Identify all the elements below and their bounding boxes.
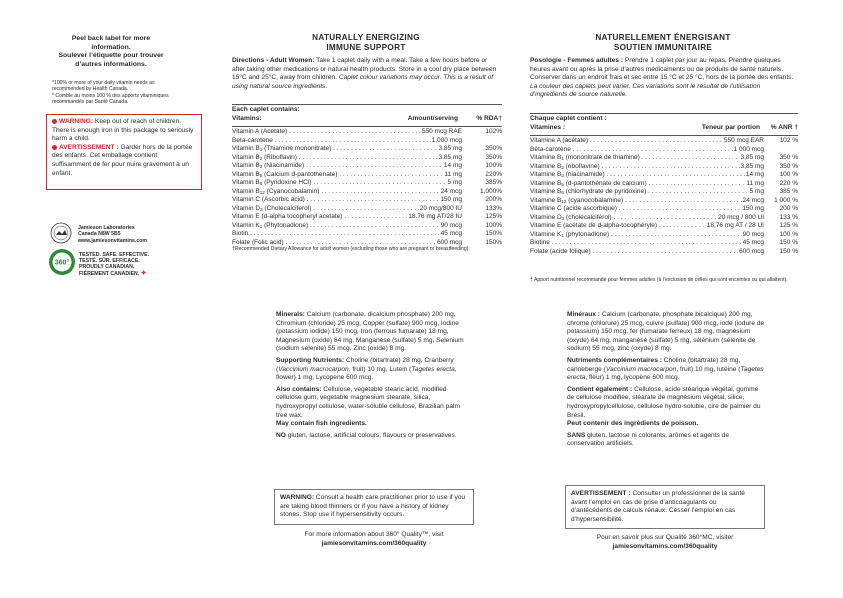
vitamin-row <box>530 137 798 146</box>
fr-more-info: Pour en savoir plus sur Qualité 360°MC, visiter jamiesonvitamins.com/360quality <box>565 534 765 551</box>
vitamin-rda: 385 % <box>779 188 798 195</box>
vitamin-row <box>232 171 502 180</box>
vitamin-row <box>530 163 798 172</box>
fr-directions: Posologie - Femmes adultes : Prendre 1 caplet par jour au repas. Prendre quelques heures avant ou après la prise d’autres médicaments ou de produits de santé naturels. Conserver dans un endroit frais et sec entre 15 °C et 25 °C, hors de la portée des enfants. La couleur des caplets peut varier. Ces variations sont le résultat de l’utilisation d’ingrédients de source naturelle. <box>530 57 794 99</box>
vitamin-row <box>232 230 502 239</box>
vitamin-row <box>232 196 502 205</box>
vitamin-name: Folate (acide folique) . . . <box>530 248 738 257</box>
vitamin-rda: 150% <box>485 230 502 237</box>
en-title: NATURALLY ENERGIZING IMMUNE SUPPORT <box>312 33 420 52</box>
quality-360-logo-icon <box>48 248 76 276</box>
vitamin-rda: 102% <box>485 128 502 135</box>
en-directions: Directions - Adult Women: Take 1 caplet daily with a meal. Take a few hours before or after taking other medications or natural health products. Store in a cool dry place between 15°C and 25°C, away from children. Caplet colour variations may occur. This is a result of using natural source ingredients. <box>232 57 497 90</box>
vitamin-amount: 3.85 mg <box>438 145 462 152</box>
vitamin-rda: 133 % <box>779 213 798 221</box>
vitamin-name: Beta-carotene . . . <box>232 137 431 146</box>
svg-text:360°: 360° <box>54 259 70 267</box>
vitamin-amount: 90 mcg <box>742 230 764 238</box>
vitamin-name: Vitamine A (acétate) . . . <box>530 137 723 146</box>
vitamin-amount: 24 mcg <box>742 196 764 204</box>
vitamin-name: Vitamin C (Ascorbic acid) . . . <box>232 196 439 205</box>
vitamin-amount: 1 000 mcg <box>733 145 764 153</box>
vitamin-row <box>530 154 798 163</box>
fr-url-link[interactable]: jamiesonvitamins.com/360quality <box>612 542 718 550</box>
vitamin-row <box>530 171 798 180</box>
vitamin-amount: 550 mcg EAR <box>723 137 764 144</box>
en-each-caplet: Each caplet contains: Vitamins: Amount/serving % RDA† <box>232 106 502 122</box>
vitamin-name: Vitamine $B_2$ (riboflavine) . . . <box>530 163 740 172</box>
vitamin-amount: 5 mg <box>447 179 462 186</box>
vitamin-rda: 100% <box>485 162 502 169</box>
company-seal-icon <box>50 222 72 244</box>
en-url-link[interactable]: jamiesonvitamins.com/360quality <box>321 539 427 547</box>
vitamin-amount: 20 mcg / 800 UI <box>718 213 764 221</box>
vitamin-amount: 3,85 mg <box>740 162 764 170</box>
vitamin-name: Vitamine $B_5$ (d-pantothénate de calcium) . . . <box>530 180 745 189</box>
vitamin-rda: 133% <box>485 204 502 212</box>
vitamin-name: Vitamin $B_1$ (Thiamine mononitrate) . . . <box>232 145 438 154</box>
warning-dot-icon <box>52 145 57 150</box>
vitamin-rda: 102 % <box>779 137 798 144</box>
daily-value-note: *100% or more of your daily vitamin needs as recommended by Health Canada. * Comble au moins 100 % des apports vitaminiques recommandés par Santé Canada. <box>52 80 169 106</box>
vitamin-name: Vitamin $B_5$ (Calcium d-pantothenate) . . . <box>232 171 443 180</box>
company-address: Jamieson Laboratories Canada N8W 5B5 www.jamiesonvitamins.com <box>78 225 147 244</box>
vitamin-name: Vitamin $D_3$ (Cholecalciferol) . . . <box>232 205 419 214</box>
vitamin-rda: 100 % <box>779 171 798 178</box>
vitamin-rda <box>462 137 502 146</box>
vitamin-row <box>232 222 502 231</box>
vitamin-rda: 1 000 % <box>774 196 798 204</box>
vitamin-row <box>530 146 798 155</box>
vitamin-row <box>530 248 798 257</box>
vitamin-name: Biotine . . . <box>530 239 742 248</box>
vitamin-amount: 3.85 mg <box>438 153 462 161</box>
vitamin-amount: 1,000 mcg <box>431 136 462 144</box>
tagline: TESTED. SAFE. EFFECTIVE. TESTÉ. SÛR. EFFICACE. PROUDLY CANADIAN. FIÈREMENT CANADIEN. ✦ <box>79 252 150 277</box>
vitamin-row <box>530 205 798 214</box>
vitamin-rda <box>764 146 798 155</box>
vitamin-name: Folate (Folic acid) . . . <box>232 239 436 248</box>
vitamin-name: Vitamin E (d-alpha tocopheryl acetate) . . . <box>232 213 407 222</box>
en-vitamin-table <box>232 126 502 247</box>
fr-ingredients: Minéraux : Calcium (carbonate, phosphate bicalcique) 200 mg, chrome (chlorure) 25 mcg, cuivre (sulfate) 900 mcg, iode (iodure de potassium) 150 mcg, fer (fumarate ferreux) 18 mg, magnésium (oxyde) 64 mg, manganèse (sulfate) 5 mg, sélénium (sélénite de sodium) 55 mcg, zinc (oxyde) 8 mg. Nutriments complémentaires : Choline (bitartrate) 28 mg, canneberge (Vaccinium macrocarpon, fruit) 10 mg, lutéine (Tagetes erecta, fleur) 1 mg, lycopène 600 mcg. Contient également : Cellulose, acide stéarique végétal, gomme de cellulose modifiée, stéarate de magnésium végétal, silice, hydroxypropylcellulose, cellulose hydro-soluble, cire de palmier du Brésil. Peut contenir des ingrédients de poisson. SANS gluten, lactose ni colorants, arômes et agents de conservation artificiels. <box>567 311 765 448</box>
vitamin-amount: 5 mg <box>749 188 764 195</box>
en-footnote: †Recommended Dietary Allowance for adult women (excluding those who are pregnant or breastfeeding). <box>232 246 470 252</box>
vitamin-name: Vitamin $B_6$ (Pyridoxine HCl) . . . <box>232 179 447 188</box>
vitamin-amount: 45 mcg <box>742 239 764 246</box>
vitamin-row <box>232 145 502 154</box>
vitamin-rda: 125% <box>485 213 502 220</box>
vitamin-amount: 3,85 mg <box>740 154 764 161</box>
vitamin-rda: 220% <box>485 170 502 178</box>
vitamin-rda: 350 % <box>779 154 798 161</box>
vitamin-row <box>232 188 502 197</box>
vitamin-rda: 125 % <box>779 222 798 229</box>
vitamin-rda: 220 % <box>779 179 798 187</box>
vitamin-rda: 100% <box>485 221 502 229</box>
en-ingredients: Minerals: Calcium (carbonate, dicalcium phosphate) 200 mg, Chromium (chloride) 25 mcg, Copper (sulfate) 900 mcg, Iodine (potassium iodide) 150 mcg, Iron (ferrous fumarate) 18 mg, Magnesium (oxide) 64 mg, Manganese (sulfate) 5 mg, Selenium (sodium selenite) 55 mcg, Zinc (oxide) 8 mg. Supporting Nutrients: Choline (bitartrate) 28 mg, Cranberry (Vaccinium macrocarpon, fruit) 10 mg, Lutein (Tagetes erecta, flower) 1 mg, Lycopene 600 mcg. Also contains: Cellulose, vegetable stearic acid, modified cellulose gum, vegetable magnesium stearate, silica, hydroxypropyl cellulose, water-soluble cellulose, Brazilian palm tree wax. May contain fish ingredients. NO gluten, lactose, artificial colours, flavours or preservatives. <box>276 311 464 439</box>
vitamin-name: Vitamine $D_3$ (cholécalciférol) . . . <box>530 214 717 223</box>
warning-dot-icon <box>52 119 57 124</box>
vitamin-row <box>232 205 502 214</box>
vitamin-row <box>530 180 798 189</box>
vitamin-name: Vitamine $B_3$ (niacinamide) . . . <box>530 171 745 180</box>
vitamin-rda: 150 % <box>779 239 798 246</box>
vitamin-amount: 20 mcg/800 IU <box>419 204 462 212</box>
vitamin-row <box>530 188 798 197</box>
vitamin-amount: 14 mg <box>443 162 462 169</box>
vitamin-rda: 200 % <box>779 205 798 212</box>
vitamin-rda: 200% <box>485 196 502 203</box>
vitamin-row <box>232 128 502 137</box>
vitamin-row <box>530 197 798 206</box>
vitamin-row <box>232 137 502 146</box>
peel-back-note: Peel back label for more information. Soulever l’étiquette pour trouver d’autres informations. <box>58 35 164 68</box>
en-more-info: For more information about 360° Quality™, visit jamiesonvitamins.com/360quality <box>274 531 474 548</box>
vitamin-amount: 18.76 mg AT/28 IU <box>408 213 462 220</box>
vitamin-amount: 150 mg <box>440 196 462 203</box>
vitamin-rda: 350% <box>485 153 502 161</box>
vitamin-amount: 45 mcg <box>440 230 462 237</box>
en-warning-box: WARNING: Consult a health care practitioner prior to use if you are taking blood thinners or if you have a history of kidney stones. Stop use if hypersensitivity occurs. <box>274 489 474 525</box>
vitamin-row <box>530 214 798 223</box>
vitamin-amount: 14 mg <box>745 171 764 178</box>
vitamin-name: Vitamine E (acétate de d-alpha-tocophéryle) . . . <box>530 222 706 231</box>
fr-title: NATURELLEMENT ÉNERGISANT SOUTIEN IMMUNITAIRE <box>595 33 731 52</box>
vitamin-name: Vitamine C (acide ascorbique) . . . <box>530 205 741 214</box>
vitamin-row <box>232 154 502 163</box>
vitamin-name: Biotin . . . <box>232 230 440 239</box>
vitamin-name: Vitamine $K_1$ (phytonadione) . . . <box>530 231 742 240</box>
vitamin-rda: 350 % <box>779 162 798 170</box>
vitamin-rda: 1,000% <box>479 187 502 195</box>
vitamin-rda: 150 % <box>779 247 798 255</box>
vitamin-row <box>232 213 502 222</box>
vitamin-amount: 18,76 mg AT / 28 UI <box>706 222 764 229</box>
vitamin-row <box>530 239 798 248</box>
vitamin-row <box>530 231 798 240</box>
fr-vitamin-table <box>530 135 798 256</box>
vitamin-row <box>530 222 798 231</box>
vitamin-rda: 385% <box>485 179 502 186</box>
child-warning-box: WARNING: Keep out of reach of children. There is enough iron in this package to seriously harm a child. AVERTISSEMENT : Garder hors de la portée des enfants. Cet emballage contient suffisamment de fer pour nuire gravement à un enfant. <box>46 114 202 190</box>
maple-leaf-icon: ✦ <box>140 269 147 277</box>
vitamin-row <box>232 179 502 188</box>
vitamin-row <box>232 162 502 171</box>
fr-warning-box: AVERTISSEMENT : Consulter un professionnel de la santé avant l’emploi en cas de prise d’anticoagulants ou d’antécédents de calculs rénaux. Cesser l’emploi en cas d’hypersensibilité. <box>565 485 765 529</box>
vitamin-rda: 350% <box>485 145 502 152</box>
vitamin-amount: 600 mcg <box>739 247 764 255</box>
vitamin-name: Vitamin $K_1$ (Phytonadione) . . . <box>232 222 440 231</box>
vitamin-name: Vitamin A (Acetate) . . . <box>232 128 421 137</box>
vitamin-amount: 11 mg <box>746 179 764 187</box>
vitamin-amount: 600 mcg <box>437 238 462 246</box>
vitamin-name: Vitamine $B_6$ (chlorhydrate de pyridoxine) . . . <box>530 188 749 197</box>
vitamin-amount: 11 mg <box>444 170 462 178</box>
fr-footnote: † Apport nutritionnel recommandé pour femmes adultes (à l’exclusion de celles qui sont enceintes ou qui allaitent). <box>530 277 788 283</box>
vitamin-rda: 150% <box>485 238 502 246</box>
fr-each-caplet: Chaque caplet contient : Vitamines : Teneur par portion % ANR † <box>530 115 798 131</box>
vitamin-name: Vitamine $B_{12}$ (cyanocobalamine) . . . <box>530 197 742 206</box>
vitamin-amount: 24 mcg <box>440 187 462 195</box>
vitamin-amount: 90 mcg <box>440 221 462 229</box>
vitamin-name: Vitamin $B_3$ (Niacinamide) . . . <box>232 162 443 171</box>
vitamin-name: Vitamine $B_1$ (mononitrate de thiamine) . . . <box>530 154 740 163</box>
vitamin-amount: 150 mg <box>742 205 764 212</box>
vitamin-amount: 550 mcg RAE <box>421 128 462 135</box>
vitamin-name: Vitamin $B_{12}$ (Cyanocobalamin) . . . <box>232 188 440 197</box>
vitamin-rda: 100 % <box>779 230 798 238</box>
vitamin-name: Vitamin $B_2$ (Riboflavin) . . . <box>232 154 438 163</box>
vitamin-name: Bêta-carotène . . . <box>530 146 733 155</box>
